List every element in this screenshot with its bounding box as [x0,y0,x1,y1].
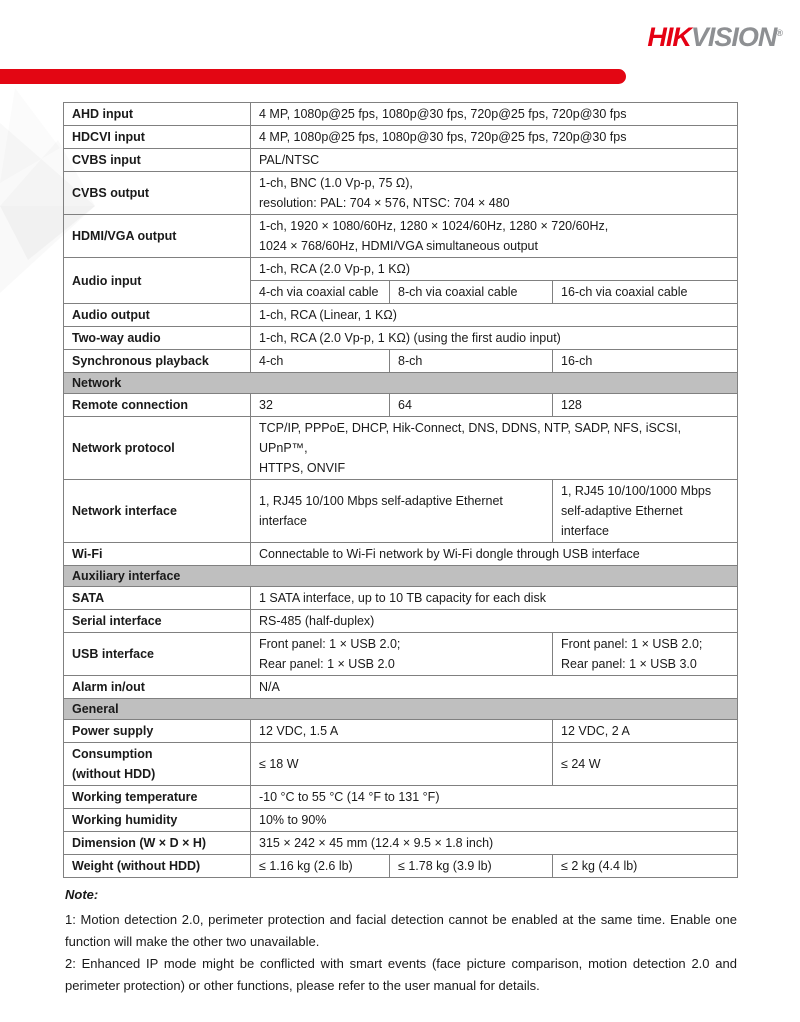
spec-row [64,832,738,855]
spec-value-cell [553,480,738,543]
cell-line: Rear panel: 1 × USB 3.0 [561,657,697,671]
spec-row [64,258,738,281]
spec-row [64,633,738,676]
cell-line: (without HDD) [72,767,156,781]
spec-value-cell: 8-ch [390,350,553,373]
cell-line: self-adaptive Ethernet [561,504,683,518]
spec-row [64,304,738,327]
spec-row [64,172,738,215]
section-header-cell: General [64,699,738,720]
cell-line: interface [561,524,609,538]
spec-value-cell: 1-ch, RCA (Linear, 1 KΩ) [251,304,738,327]
spec-table [63,102,738,878]
section-row [64,566,738,587]
spec-label-cell [64,743,251,786]
spec-value-cell: N/A [251,676,738,699]
note-item: 2: Enhanced IP mode might be conflicted with smart events (face picture comparison, motion detection 2.0 and perimeter protection) or other functions, please refer to the user manual for details. [65,956,737,993]
spec-label-cell: Working humidity [64,809,251,832]
spec-label-cell: Alarm in/out [64,676,251,699]
spec-label-cell: HDMI/VGA output [64,215,251,258]
cell-line: 1, RJ45 10/100 Mbps self-adaptive Ethernet [259,494,503,508]
spec-label-cell: Audio input [64,258,251,304]
hikvision-logo [647,22,783,53]
spec-value-cell: RS-485 (half-duplex) [251,610,738,633]
spec-value-cell: 16-ch via coaxial cable [553,281,738,304]
cell-line: Rear panel: 1 × USB 2.0 [259,657,395,671]
spec-row [64,350,738,373]
spec-value-cell: ≤ 1.78 kg (3.9 lb) [390,855,553,878]
cell-line: Front panel: 1 × USB 2.0; [561,637,703,651]
spec-value-cell: 10% to 90% [251,809,738,832]
cell-line: resolution: PAL: 704 × 576, NTSC: 704 × 480 [259,196,510,210]
spec-label-cell: Wi-Fi [64,543,251,566]
cell-line: 1, RJ45 10/100/1000 Mbps [561,484,712,498]
spec-value-cell [251,417,738,480]
header-red-bar [0,69,626,84]
spec-value-cell: -10 °C to 55 °C (14 °F to 131 °F) [251,786,738,809]
spec-value-cell: 4-ch via coaxial cable [251,281,390,304]
spec-value-cell: 64 [390,394,553,417]
spec-value-cell: ≤ 2 kg (4.4 lb) [553,855,738,878]
cell-line: 1024 × 768/60Hz, HDMI/VGA simultaneous output [259,239,538,253]
cell-line: TCP/IP, PPPoE, DHCP, Hik-Connect, DNS, DDNS, NTP, SADP, NFS, iSCSI, UPnP™, [259,421,682,455]
spec-row [64,610,738,633]
spec-label-cell: USB interface [64,633,251,676]
spec-value-cell [251,172,738,215]
spec-row [64,480,738,543]
spec-label-cell: Audio output [64,304,251,327]
note-section [65,884,737,997]
section-row [64,699,738,720]
spec-row [64,215,738,258]
cell-line: interface [259,514,307,528]
spec-table-container [63,102,737,878]
note-item: 1: Motion detection 2.0, perimeter protection and facial detection cannot be enabled at the same time. Enable one function will make the other two unavailable. [65,912,737,949]
spec-value-cell: ≤ 24 W [553,743,738,786]
cell-line: Front panel: 1 × USB 2.0; [259,637,401,651]
spec-row [64,103,738,126]
section-header-cell: Auxiliary interface [64,566,738,587]
spec-label-cell: Serial interface [64,610,251,633]
spec-value-cell: 4 MP, 1080p@25 fps, 1080p@30 fps, 720p@25 fps, 720p@30 fps [251,126,738,149]
spec-label-cell: Working temperature [64,786,251,809]
cell-line: 1-ch, BNC (1.0 Vp-p, 75 Ω), [259,176,413,190]
spec-label-cell: CVBS input [64,149,251,172]
note-title: Note: [65,887,99,902]
spec-row [64,327,738,350]
spec-label-cell: Power supply [64,720,251,743]
cell-line: HTTPS, ONVIF [259,461,346,475]
spec-label-cell: Network protocol [64,417,251,480]
spec-value-cell [251,633,553,676]
spec-label-cell: SATA [64,587,251,610]
cell-line: Consumption [72,747,153,761]
spec-value-cell: Connectable to Wi-Fi network by Wi-Fi dongle through USB interface [251,543,738,566]
spec-row [64,855,738,878]
spec-row [64,676,738,699]
spec-row [64,809,738,832]
spec-label-cell: CVBS output [64,172,251,215]
spec-value-cell [251,480,553,543]
spec-value-cell [553,633,738,676]
spec-value-cell: 1-ch, RCA (2.0 Vp-p, 1 KΩ) (using the first audio input) [251,327,738,350]
cell-line: 1-ch, 1920 × 1080/60Hz, 1280 × 1024/60Hz, 1280 × 720/60Hz, [259,219,609,233]
section-row [64,373,738,394]
spec-value-cell: ≤ 1.16 kg (2.6 lb) [251,855,390,878]
spec-row [64,543,738,566]
spec-row [64,743,738,786]
spec-value-cell: 32 [251,394,390,417]
spec-row [64,126,738,149]
spec-value-cell: 12 VDC, 2 A [553,720,738,743]
spec-label-cell: Dimension (W × D × H) [64,832,251,855]
spec-value-cell: 315 × 242 × 45 mm (12.4 × 9.5 × 1.8 inch) [251,832,738,855]
spec-value-cell: 12 VDC, 1.5 A [251,720,553,743]
spec-value-cell: 1-ch, RCA (2.0 Vp-p, 1 KΩ) [251,258,738,281]
spec-row [64,587,738,610]
spec-value-cell: 4-ch [251,350,390,373]
spec-value-cell: 8-ch via coaxial cable [390,281,553,304]
logo-hik-text: HIK [647,22,691,52]
spec-value-cell: 16-ch [553,350,738,373]
spec-label-cell: AHD input [64,103,251,126]
spec-row [64,394,738,417]
spec-value-cell [251,215,738,258]
spec-value-cell: ≤ 18 W [251,743,553,786]
spec-value-cell: PAL/NTSC [251,149,738,172]
registered-trademark-icon: ® [776,28,783,38]
spec-row [64,720,738,743]
spec-value-cell: 1 SATA interface, up to 10 TB capacity for each disk [251,587,738,610]
spec-label-cell: Two-way audio [64,327,251,350]
spec-value-cell: 128 [553,394,738,417]
spec-label-cell: Synchronous playback [64,350,251,373]
spec-label-cell: Remote connection [64,394,251,417]
spec-label-cell: HDCVI input [64,126,251,149]
spec-row [64,786,738,809]
logo-vision-text: VISION [690,22,777,52]
spec-label-cell: Weight (without HDD) [64,855,251,878]
spec-row [64,149,738,172]
spec-row [64,417,738,480]
spec-value-cell: 4 MP, 1080p@25 fps, 1080p@30 fps, 720p@25 fps, 720p@30 fps [251,103,738,126]
spec-label-cell: Network interface [64,480,251,543]
section-header-cell: Network [64,373,738,394]
